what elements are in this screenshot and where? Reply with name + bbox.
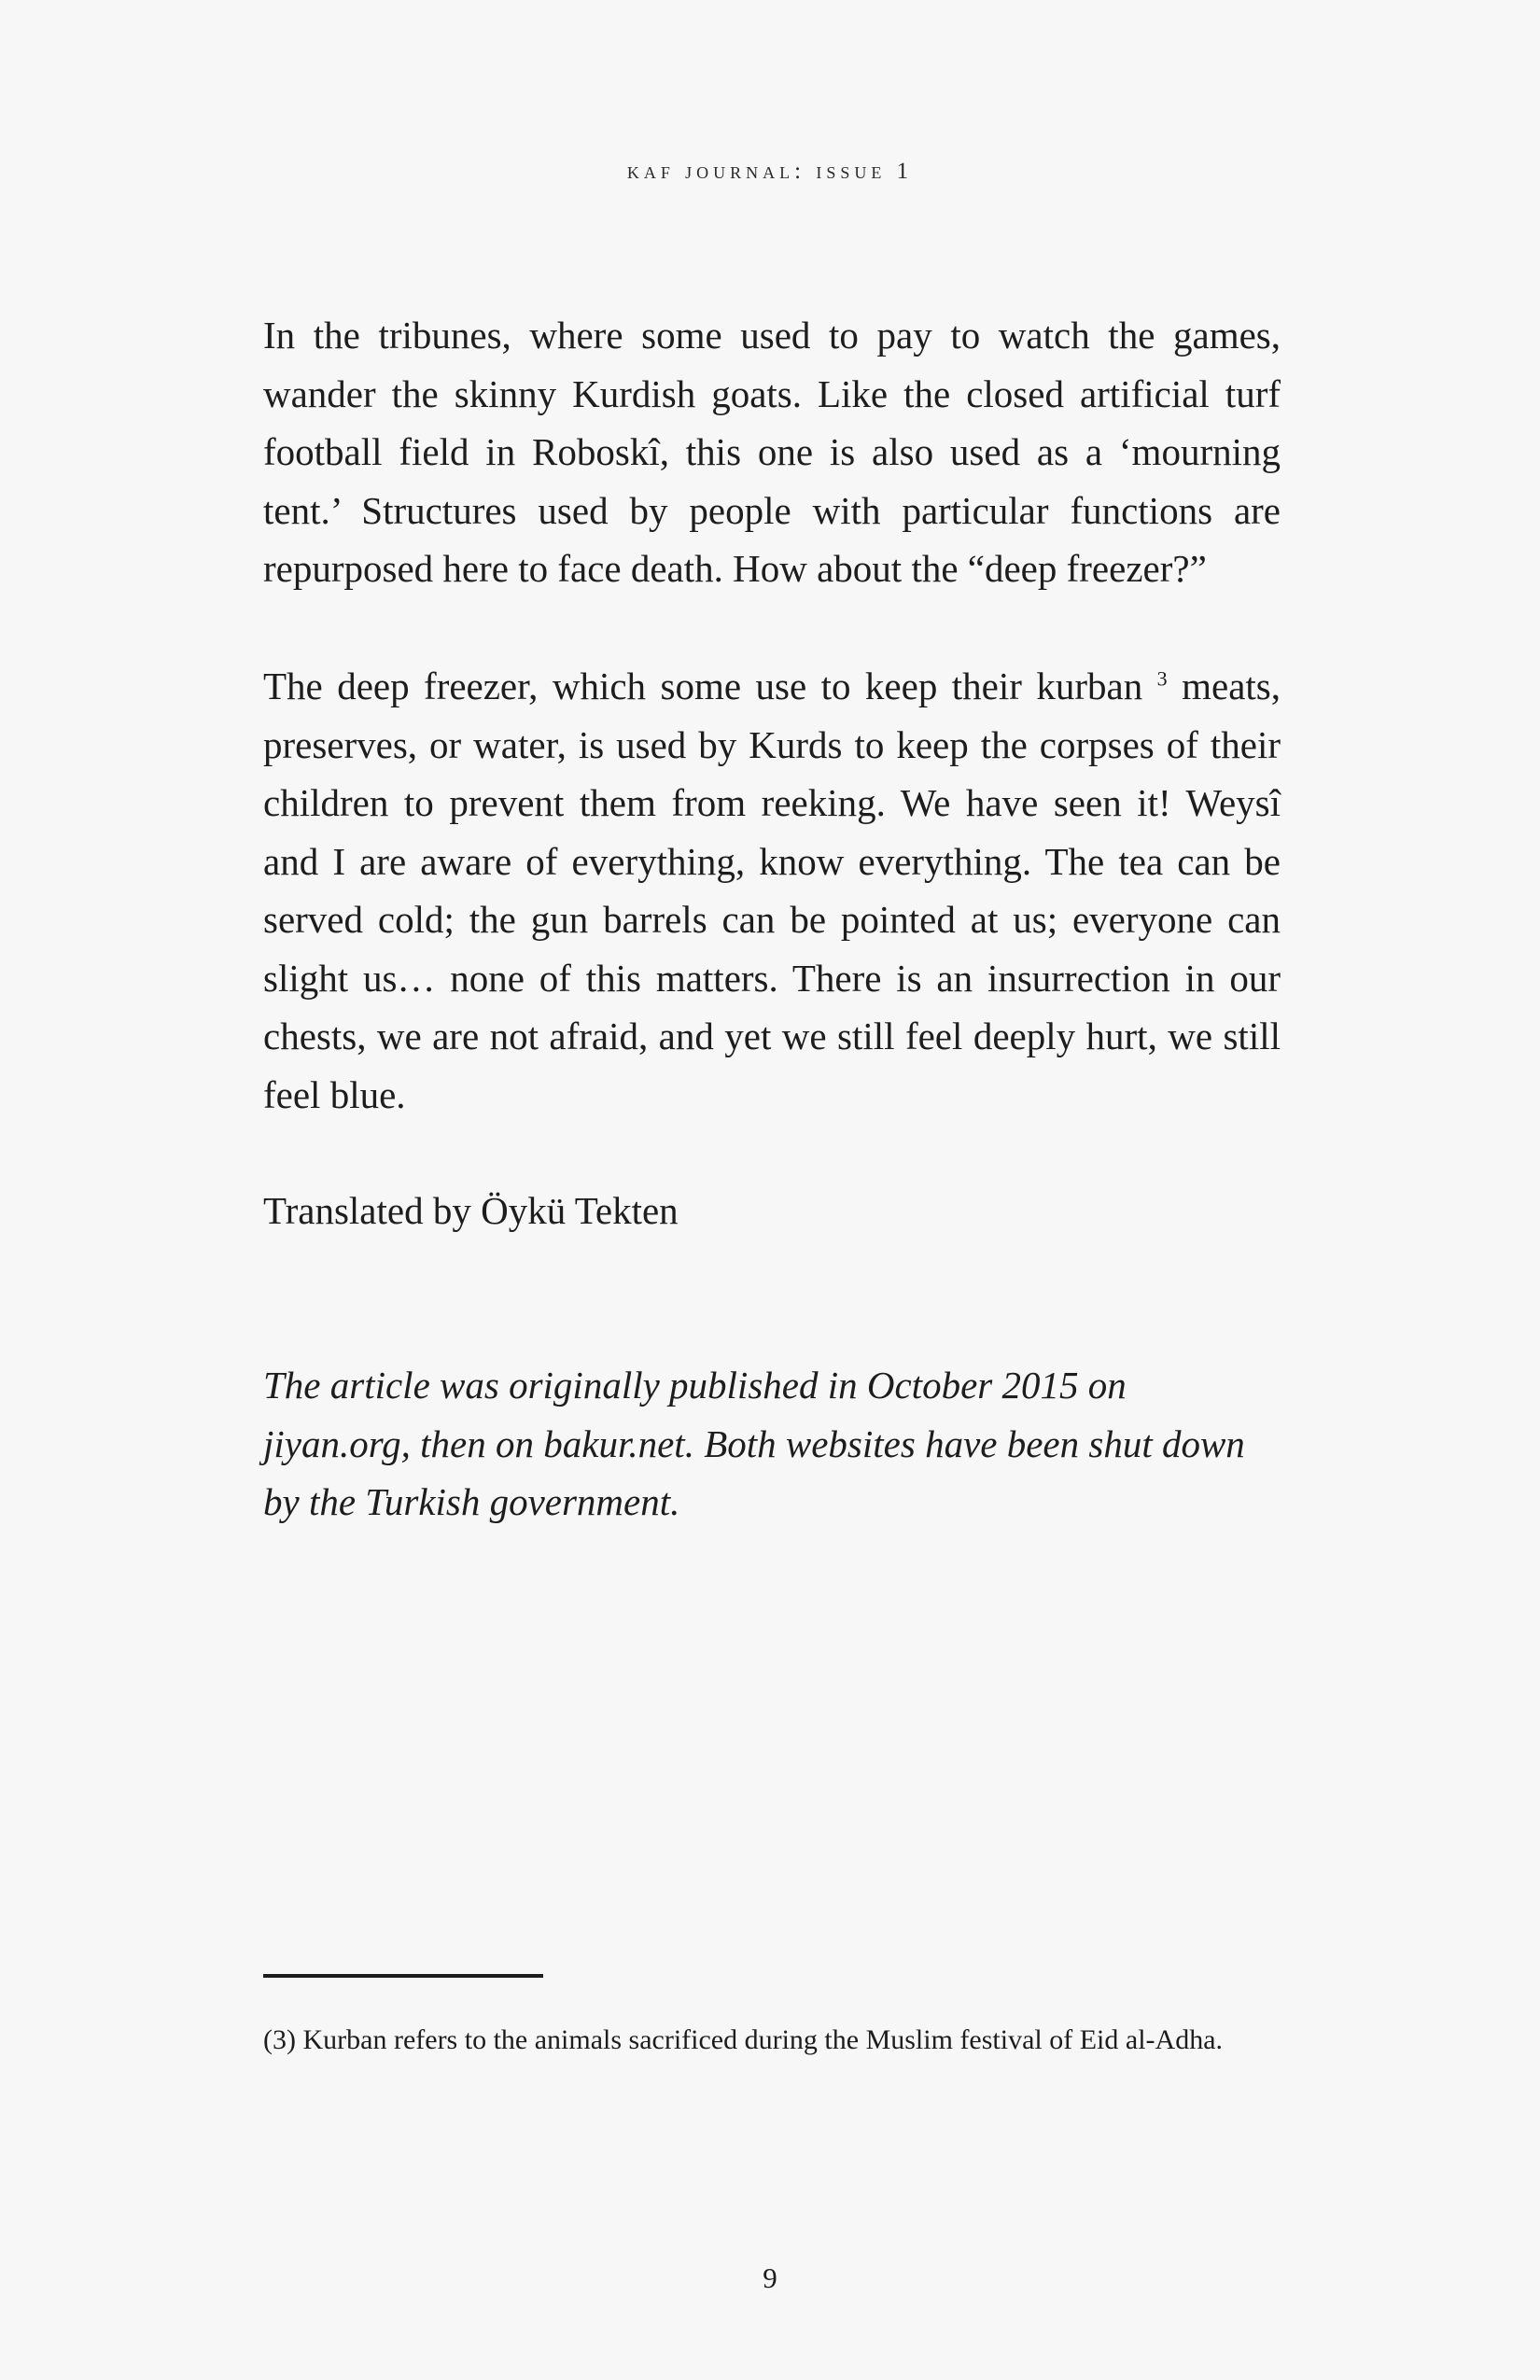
- paragraph-2-end: meats, preserves, or water, is used by Kurds to keep the corpses of their children to prevent them from reeking. We have seen it! Weysî and I are aware of everything, know everything. The tea can be served cold; the gun barrels can be pointed at us; everyone can slight us… none of this matters. There is an insurrection in our chests, we are not afraid, and yet we still feel deeply hurt, we still feel blue.: [263, 665, 1281, 1116]
- body-paragraph-2: [263, 657, 1281, 1124]
- running-header: kaf journal: issue 1: [626, 159, 914, 184]
- page-number: 9: [763, 2261, 777, 2294]
- paragraph-2-start: The deep freezer, which some use to keep their kurban: [263, 665, 1157, 707]
- footnote-marker: 3: [1156, 666, 1168, 691]
- footnote-3: (3) Kurban refers to the animals sacrificed during the Muslim festival of Eid al-Adha.: [263, 2024, 1224, 2055]
- body-paragraph-1: In the tribunes, where some used to pay to watch the games, wander the skinny Kurdish goats. Like the closed artificial turf football field in Roboskî, this one is also used as a ‘mourning tent.’ Structures used by people with particular functions are repurposed here to face death. How about the “deep freezer?”: [263, 314, 1281, 590]
- footnote-divider: [263, 1974, 543, 1978]
- publication-note: The article was originally published in October 2015 on jiyan.org, then on bakur.net. Both websites have been shut down by the Turkish government.: [263, 1364, 1245, 1523]
- translator-credit: Translated by Öykü Tekten: [263, 1189, 679, 1232]
